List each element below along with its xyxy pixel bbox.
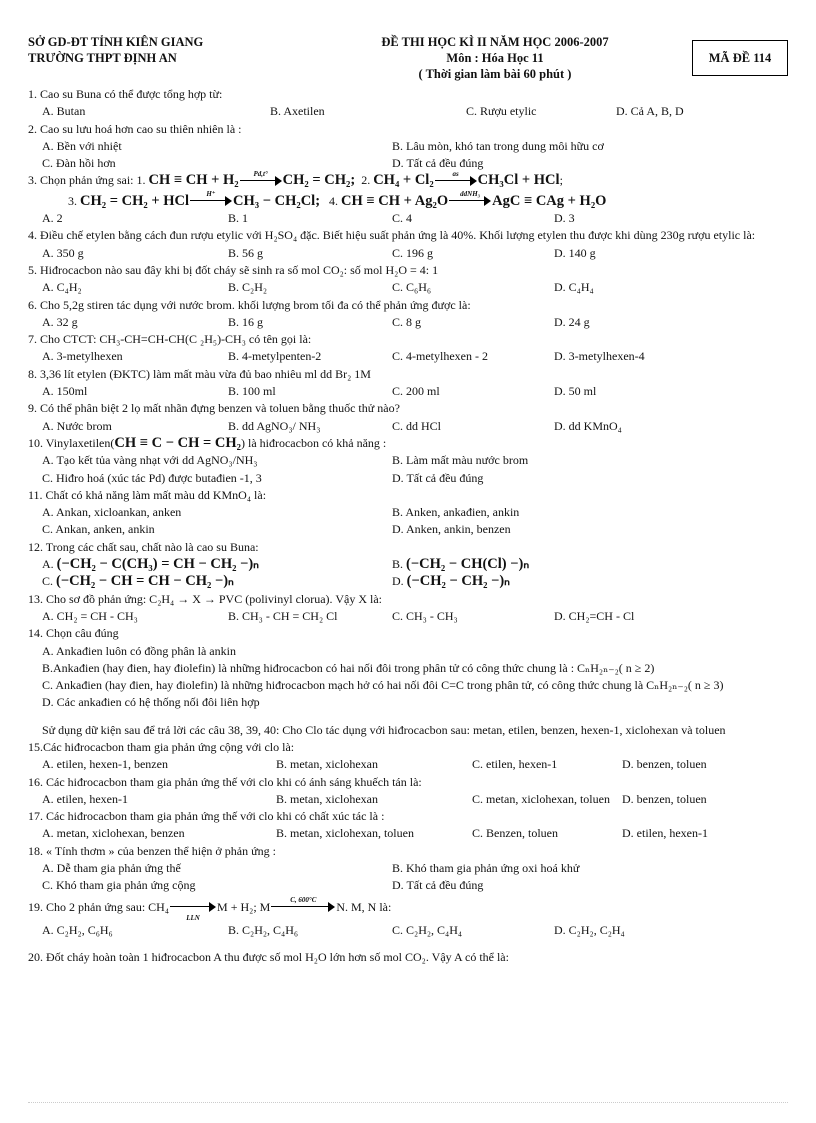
option-d: D. 50 ml	[554, 384, 597, 399]
options	[28, 791, 788, 808]
question-stem: 13. Cho sơ đồ phản ứng: C₂H₄ → X → PVC (polivinyl clorua). Vậy X là:	[28, 591, 382, 606]
option-d: D. CH₂=CH - Cl	[554, 608, 635, 623]
option-c: C. etilen, hexen-1	[472, 757, 558, 772]
option-b: B. 100 ml	[228, 384, 276, 399]
reaction-3-number: 3.	[68, 193, 77, 208]
shared-data-intro: Sử dụng dữ kiện sau để trả lời các câu 38, 39, 40: Cho Clo tác dụng với hiđrocacbon sau: metan, etilen, benzen, hexen-1, xiclohexan và toluen	[42, 722, 726, 737]
option-c: C. 8 g	[392, 314, 422, 329]
question-stem: 4. Điều chế etylen bằng cách đun rượu etylic với H₂SO₄ đặc. Biết hiệu suất phản ứng là 40%. Khối lượng etylen thu được khi dùng 230g rượu etylic là:	[28, 228, 756, 243]
option-a: A. CH₂ = CH - CH₃	[42, 608, 138, 623]
arrow-condition: ddNH₃	[460, 190, 481, 199]
reaction-line-2	[28, 190, 788, 210]
option-b: B. Lâu mòn, khó tan trong dung môi hữu cơ	[392, 138, 604, 153]
option-d: D. Cả A, B, D	[616, 104, 684, 119]
reaction-3-products: CH₃ − CH₂Cl;	[233, 192, 321, 209]
option-a: A. Tạo kết tủa vàng nhạt với dd AgNO₃/NH₃	[42, 453, 258, 468]
option-b: B. Anken, ankađien, ankin	[392, 505, 520, 520]
option-d: D. Tất cả đều đúng	[392, 878, 484, 893]
options	[28, 245, 788, 262]
exam-content	[28, 86, 788, 967]
option-b: B. C₂H₂	[228, 280, 268, 295]
question-13	[28, 591, 788, 626]
exam-title: ĐỀ THI HỌC KÌ II NĂM HỌC 2006-2007	[381, 35, 609, 49]
option-c: C. 196 g	[392, 245, 434, 260]
question-stem: 1. Cao su Buna có thể được tổng hợp từ:	[28, 87, 223, 101]
arrow-condition: H⁺	[206, 190, 216, 199]
option-a: A. etilen, hexen-1, benzen	[42, 757, 168, 772]
option-c: C. C₆H₆	[392, 280, 432, 295]
option-b: B. 4-metylpenten-2	[228, 349, 322, 364]
reaction-arrow	[271, 896, 335, 912]
reaction-4-products: AgC ≡ CAg + H₂O	[492, 192, 607, 209]
option-a: A. etilen, hexen-1	[42, 791, 128, 806]
option-d: D. dd KMnO₄	[554, 418, 622, 433]
options	[28, 418, 788, 435]
options	[28, 279, 788, 296]
question-stem: 11. Chất có khả năng làm mất màu dd KMnO₄ là:	[28, 487, 267, 502]
options	[28, 103, 788, 120]
question-2	[28, 121, 788, 173]
option-b: B. 1	[228, 211, 249, 226]
question-4	[28, 227, 788, 262]
question-7	[28, 331, 788, 366]
arrow-condition: C, 600°C	[290, 896, 317, 905]
vinylacetylene-formula: CH ≡ C − CH = CH₂	[114, 434, 241, 451]
reaction-arrow	[170, 902, 216, 923]
polymer-formula: (−CH₂ − CH₂ −)ₙ	[406, 573, 510, 590]
options	[28, 504, 788, 539]
question-stem: 9. Có thể phân biệt 2 lọ mất nhãn đựng benzen và toluen bằng thuốc thử nào?	[28, 401, 400, 416]
option-d: D. 24 g	[554, 314, 590, 329]
options	[28, 556, 788, 591]
option-c: C. 4-metylhexen - 2	[392, 349, 488, 364]
school-name: TRƯỜNG THPT ĐỊNH AN	[28, 51, 177, 65]
stem-suffix: N. M, N là:	[336, 899, 392, 914]
options	[28, 348, 788, 365]
option-c	[42, 573, 392, 590]
question-16	[28, 774, 788, 809]
reaction-1-reactants: CH ≡ CH + H₂	[148, 172, 239, 189]
header-left	[28, 34, 203, 66]
option-d: D. 3	[554, 211, 575, 226]
polymer-formula: (−CH₂ − CH(Cl) −)ₙ	[406, 556, 530, 573]
reaction-4-number: 4.	[329, 193, 339, 208]
option-a: A. 2	[42, 211, 63, 226]
option-c: C. Đàn hồi hơn	[42, 156, 116, 171]
option-b: B. metan, xiclohexan, toluen	[276, 826, 414, 841]
question-stem: 7. Cho CTCT: CH₃-CH=CH-CH(C ₂H₅)-CH₃ có tên gọi là:	[28, 332, 312, 347]
question-18	[28, 843, 788, 895]
arrow-condition: LLN	[186, 914, 200, 923]
question-11	[28, 487, 788, 539]
question-6	[28, 297, 788, 332]
option-d: D. etilen, hexen-1	[622, 826, 708, 841]
question-17	[28, 808, 788, 843]
option-a: A. Nước brom	[42, 418, 112, 433]
reaction-1-products: CH₂ = CH₂;	[282, 172, 356, 189]
option-letter: D.	[392, 574, 404, 589]
question-stem	[28, 896, 788, 923]
option-b: B. metan, xiclohexan	[276, 791, 378, 806]
arrow-condition: as	[452, 170, 459, 179]
options	[28, 860, 788, 895]
options	[28, 314, 788, 331]
reaction-4-reactants: CH ≡ CH + Ag₂O	[341, 192, 449, 209]
option-a: A. Butan	[42, 104, 86, 119]
option-c: C. CH₃ - CH₃	[392, 608, 458, 623]
options	[28, 608, 788, 625]
question-stem: 6. Cho 5,2g stiren tác dụng với nước brom. khối lượng brom tối đa có thể phản ứng được là:	[28, 297, 471, 312]
option-c: C. Ankađien (hay đien, hay điolefin) là những hiđrocacbon mạch hở có hai nối đôi C=C trong phân tử, có công thức chung là CₙH₂ₙ₋₂( n ≥ 3)	[42, 678, 724, 693]
question-stem: 5. Hiđrocacbon nào sau đây khi bị đốt cháy sẽ sinh ra số mol CO₂: số mol H₂O = 4: 1	[28, 262, 439, 277]
question-stem: 2. Cao su lưu hoá hơn cao su thiên nhiên là :	[28, 121, 242, 136]
polymer-formula: (−CH₂ − C(CH₃) = CH − CH₂ −)ₙ	[56, 556, 259, 573]
question-15	[28, 739, 788, 774]
option-b: B. CH₃ - CH = CH₂ Cl	[228, 608, 338, 623]
question-stem	[28, 435, 788, 452]
exam-header	[28, 34, 788, 89]
reaction-2-reactants: CH₄ + Cl₂	[373, 172, 434, 189]
question-9	[28, 400, 788, 435]
question-stem: 15.Các hiđrocacbon tham gia phản ứng cộng với clo là:	[28, 739, 295, 754]
option-a: A. Bền với nhiệt	[42, 138, 122, 153]
option-b: B. C₂H₂, C₄H₆	[228, 922, 299, 937]
question-12	[28, 539, 788, 591]
question-stem: 17. Các hiđrocacbon tham gia phản ứng thế với clo khi có chất xúc tác là :	[28, 809, 385, 824]
polymer-formula: (−CH₂ − CH = CH − CH₂ −)ₙ	[56, 573, 234, 590]
option-b: B.Ankađien (hay đien, hay điolefin) là những hiđrocacbon có hai nối đôi trong phân tử có công thức chung là : CₙH₂ₙ₋₂( n ≥ 2)	[42, 660, 655, 675]
options	[28, 825, 788, 842]
option-d: D. Tất cả đều đúng	[392, 470, 484, 485]
option-letter: C.	[42, 574, 54, 589]
question-stem: 20. Đốt cháy hoàn toàn 1 hiđrocacbon A thu được số mol H₂O lớn hơn số mol CO₂. Vậy A có thể là:	[28, 950, 509, 965]
option-b: B. Làm mất màu nước brom	[392, 453, 529, 468]
option-b: B. Khó tham gia phản ứng oxi hoá khử	[392, 861, 580, 876]
reaction-line-1	[28, 172, 788, 189]
page-bottom-divider	[28, 1102, 788, 1103]
reaction-arrow	[190, 190, 232, 206]
department-name: SỞ GD-ĐT TỈNH KIÊN GIANG	[28, 35, 204, 49]
option-c: C. Rượu etylic	[466, 104, 537, 119]
question-8	[28, 366, 788, 401]
option-a: A. 32 g	[42, 314, 78, 329]
option-b: B. 56 g	[228, 245, 264, 260]
option-c: C. Hiđro hoá (xúc tác Pd) được butađien -1, 3	[42, 470, 262, 485]
reaction-2-end: ;	[559, 173, 563, 188]
option-b: B. metan, xiclohexan	[276, 757, 378, 772]
question-stem: 14. Chọn câu đúng	[28, 626, 119, 641]
reaction-3-reactants: CH₂ = CH₂ + HCl	[80, 192, 189, 209]
option-d: D. C₄H₄	[554, 280, 594, 295]
option-a	[42, 556, 392, 573]
option-c: C. C₂H₂, C₄H₄	[392, 922, 463, 937]
option-d: D. C₂H₂, C₂H₄	[554, 922, 625, 937]
options	[28, 383, 788, 400]
question-stem: 18. « Tính thơm » của benzen thể hiện ở phản ứng :	[28, 843, 276, 858]
stem-suffix: ) là hiđrocacbon có khả năng :	[240, 435, 387, 450]
option-a: A. metan, xiclohexan, benzen	[42, 826, 185, 841]
exam-code-box: MÃ ĐỀ 114	[692, 40, 788, 76]
option-letter: B.	[392, 557, 404, 572]
question-20	[28, 949, 788, 966]
option-b	[392, 556, 788, 573]
option-c: C. Ankan, anken, ankin	[42, 522, 155, 537]
option-d: D. Các ankađien có hệ thống nối đôi liên hợp	[42, 695, 260, 710]
question-3	[28, 172, 788, 227]
option-d: D. 140 g	[554, 245, 596, 260]
option-b: B. 16 g	[228, 314, 264, 329]
question-stem: 16. Các hiđrocacbon tham gia phản ứng thế với clo khi có ánh sáng khuếch tán là:	[28, 774, 422, 789]
option-d: D. benzen, toluen	[622, 757, 707, 772]
option-d: D. Anken, ankin, benzen	[392, 522, 511, 537]
option-d: D. 3-metylhexen-4	[554, 349, 645, 364]
question-1	[28, 86, 788, 121]
option-a: A. 150ml	[42, 384, 88, 399]
reaction-arrow	[449, 190, 491, 206]
option-a: A. Ankan, xicloankan, anken	[42, 505, 182, 520]
options	[28, 210, 788, 227]
question-19	[28, 896, 788, 940]
option-a: A. 350 g	[42, 245, 84, 260]
option-c: C. metan, xiclohexan, toluen	[472, 791, 610, 806]
option-c: C. 4	[392, 211, 413, 226]
option-c: C. 200 ml	[392, 384, 440, 399]
stem-prefix: 19. Cho 2 phản ứng sau: CH₄	[28, 899, 170, 914]
option-a: A. Dễ tham gia phản ứng thế	[42, 861, 181, 876]
option-d: D. Tất cả đều đúng	[392, 156, 484, 171]
reaction-2-products: CH₃Cl + HCl	[477, 172, 560, 189]
option-c: C. Benzen, toluen	[472, 826, 558, 841]
stem-prefix: 10. Vinylaxetilen(	[28, 435, 115, 450]
arrow-condition: Pd,t°	[253, 170, 268, 179]
reaction-arrow	[435, 170, 477, 186]
option-a: A. C₂H₂, C₆H₆	[42, 922, 113, 937]
reaction-arrow	[240, 170, 282, 186]
option-b: B. Axetilen	[270, 104, 325, 119]
option-a: A. 3-metylhexen	[42, 349, 123, 364]
options	[28, 138, 788, 173]
question-stem: 3. Chọn phản ứng sai: 1.	[28, 173, 146, 188]
option-letter: A.	[42, 557, 54, 572]
options	[28, 452, 788, 487]
option-c: C. dd HCl	[392, 418, 442, 433]
reaction-2-number: 2.	[361, 173, 371, 188]
question-10	[28, 435, 788, 487]
question-stem: 8. 3,36 lít etylen (ĐKTC) làm mất màu vừa đủ bao nhiêu ml dd Br₂ 1M	[28, 366, 371, 381]
question-5	[28, 262, 788, 297]
subject: Môn : Hóa Học 11	[446, 51, 544, 65]
option-c: C. Khó tham gia phản ứng cộng	[42, 878, 196, 893]
option-d: D. benzen, toluen	[622, 791, 707, 806]
stem-middle: M + H₂; M	[217, 899, 271, 914]
option-a: A. C₄H₂	[42, 280, 82, 295]
options	[28, 922, 788, 939]
question-14	[28, 625, 788, 711]
option-d	[392, 573, 788, 590]
options	[28, 756, 788, 773]
question-stem: 12. Trong các chất sau, chất nào là cao su Buna:	[28, 539, 259, 554]
option-b: B. dd AgNO₃/ NH₃	[228, 418, 321, 433]
header-center	[350, 34, 640, 82]
option-a: A. Ankađien luôn có đồng phân là ankin	[42, 643, 236, 658]
time-limit: ( Thời gian làm bài 60 phút )	[418, 67, 572, 81]
